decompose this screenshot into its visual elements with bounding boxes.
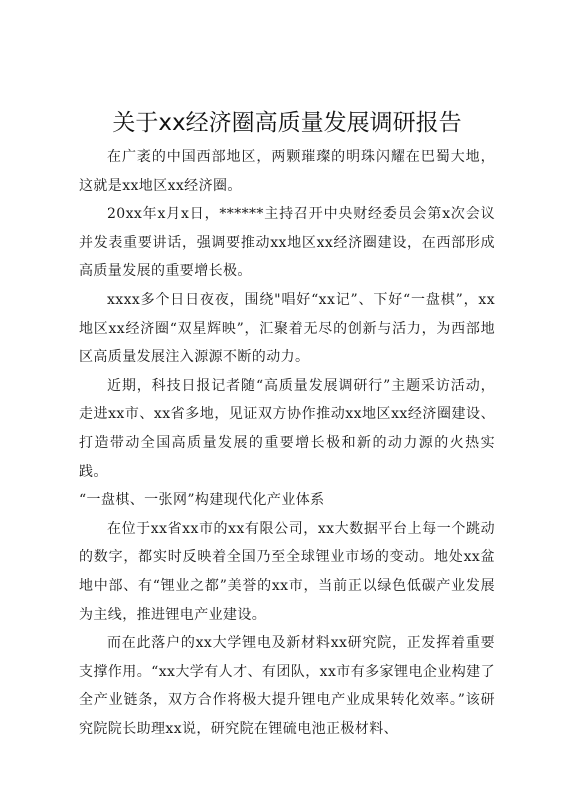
paragraph: 在广袤的中国西部地区，两颗璀璨的明珠闪耀在巴蜀大地，这就是xx地区xx经济圈。	[79, 149, 495, 194]
section-heading: “一盘棋、一张网”构建现代化产业体系	[79, 492, 325, 509]
document-page	[79, 98, 495, 743]
paragraph: 在位于xx省xx市的xx有限公司，xx大数据平台上每一个跳动的数字，都实时反映着全国乃至全球锂业市场的变动。地处xx盆地中部、有“锂业之都”美誉的xx市，当前正以绿色低碳产业发展为主线，推进锂电产业建设。	[79, 520, 495, 623]
paragraph: xxxx多个日日夜夜，围绕"唱好“xx记”、下好“一盘棋”，xx地区xx经济圈“双星辉映”，汇聚着无尽的创新与活力，为西部地区高质量发展注入源源不断的动力。	[79, 291, 495, 366]
paragraph: 近期，科技日报记者随“高质量发展调研行”主题采访活动，走进xx市、xx省多地，见证双方协作推动xx地区xx经济圈建设、打造带动全国高质量发展的重要增长极和新的动力源的火热实践。	[79, 377, 495, 480]
paragraph: 而在此落户的xx大学锂电及新材料xx研究院，正发挥着重要支撑作用。“xx大学有人才、有团队，xx市有多家锂电企业构建了全产业链条，双方合作将极大提升锂电产业成果转化效率。”该研究院院长助理xx说，研究院在锂硫电池正极材料、	[79, 635, 495, 737]
paragraph: 20xx年x月x日，******主持召开中央财经委员会第x次会议并发表重要讲话，强调要推动xx地区xx经济圈建设，在西部形成高质量发展的重要增长极。	[79, 206, 495, 280]
document-title: 关于xx经济圈高质量发展调研报告	[112, 110, 462, 136]
